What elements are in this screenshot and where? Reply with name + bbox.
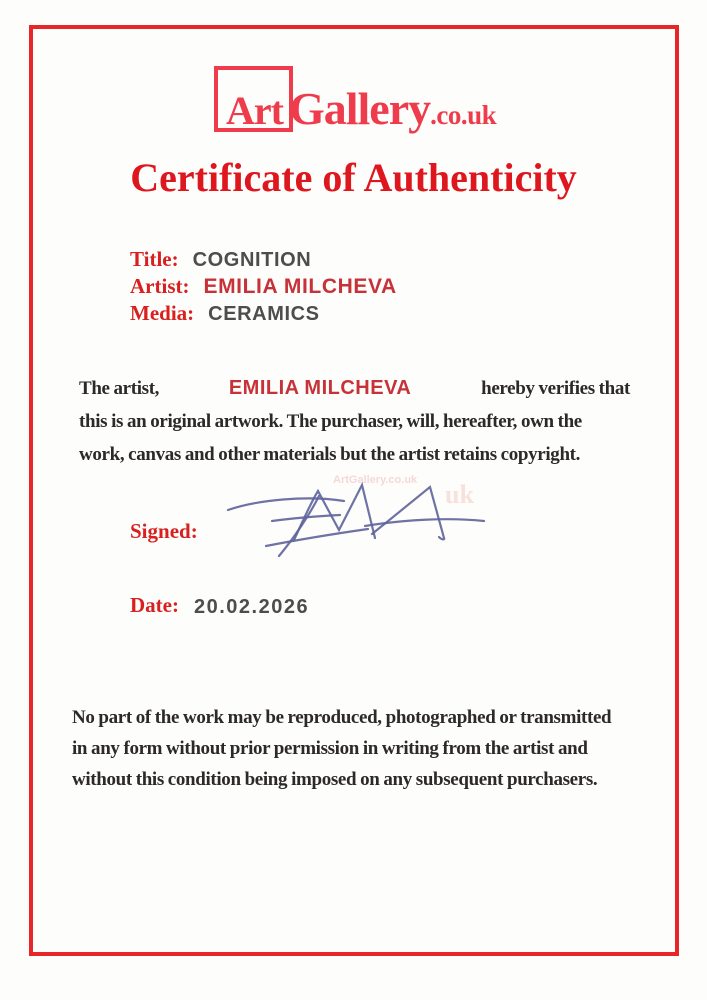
title-value: COGNITION: [192, 249, 312, 271]
date-label: Date:: [130, 593, 179, 617]
signature-stroke: [372, 487, 444, 539]
signed-label: Signed:: [130, 519, 198, 543]
logo-art-text: Art: [226, 88, 283, 133]
legal-line-3: without this condition being imposed on any subsequent purchasers.: [72, 769, 598, 790]
verification-statement: [79, 372, 630, 471]
statement-line-3: work, canvas and other materials but the artist retains copyright.: [79, 444, 581, 465]
signature-stroke: [294, 485, 375, 540]
media-label: Media:: [130, 301, 195, 325]
certificate-heading: Certificate of Authenticity: [130, 155, 577, 200]
statement-suffix: hereby verifies that: [481, 378, 630, 399]
artist-label: Artist:: [130, 274, 190, 298]
watermark-uk-text: uk: [445, 480, 474, 509]
statement-line-2: this is an original artwork. The purchaser, will, hereafter, own the: [79, 411, 582, 432]
media-row: [130, 301, 397, 328]
statement-line-1: [79, 372, 630, 405]
logo-couk-text: .co.uk: [430, 100, 497, 130]
watermark-logo-text: ArtGallery.co.uk: [333, 474, 418, 486]
handwritten-signature: [222, 476, 487, 558]
legal-line-2: in any form without prior permission in writing from the artist and: [72, 738, 588, 759]
statement-artist-name: EMILIA MILCHEVA: [228, 377, 412, 399]
copyright-notice: [72, 702, 652, 795]
artwork-details: [130, 247, 397, 328]
artist-row: [130, 274, 397, 301]
media-value: CERAMICS: [208, 303, 320, 325]
title-label: Title:: [130, 247, 179, 271]
date-value: 20.02.2026: [194, 596, 310, 618]
artist-value: EMILIA MILCHEVA: [203, 275, 397, 298]
legal-line-1: No part of the work may be reproduced, photographed or transmitted: [72, 707, 612, 728]
title-row: [130, 247, 397, 274]
signature-stroke: [279, 496, 319, 556]
logo-gallery-text: Gallery: [288, 83, 431, 134]
signature-stroke: [266, 529, 368, 546]
artgallery-logo: [212, 60, 532, 138]
logo-text: [226, 83, 497, 134]
statement-prefix: The artist,: [79, 378, 160, 399]
